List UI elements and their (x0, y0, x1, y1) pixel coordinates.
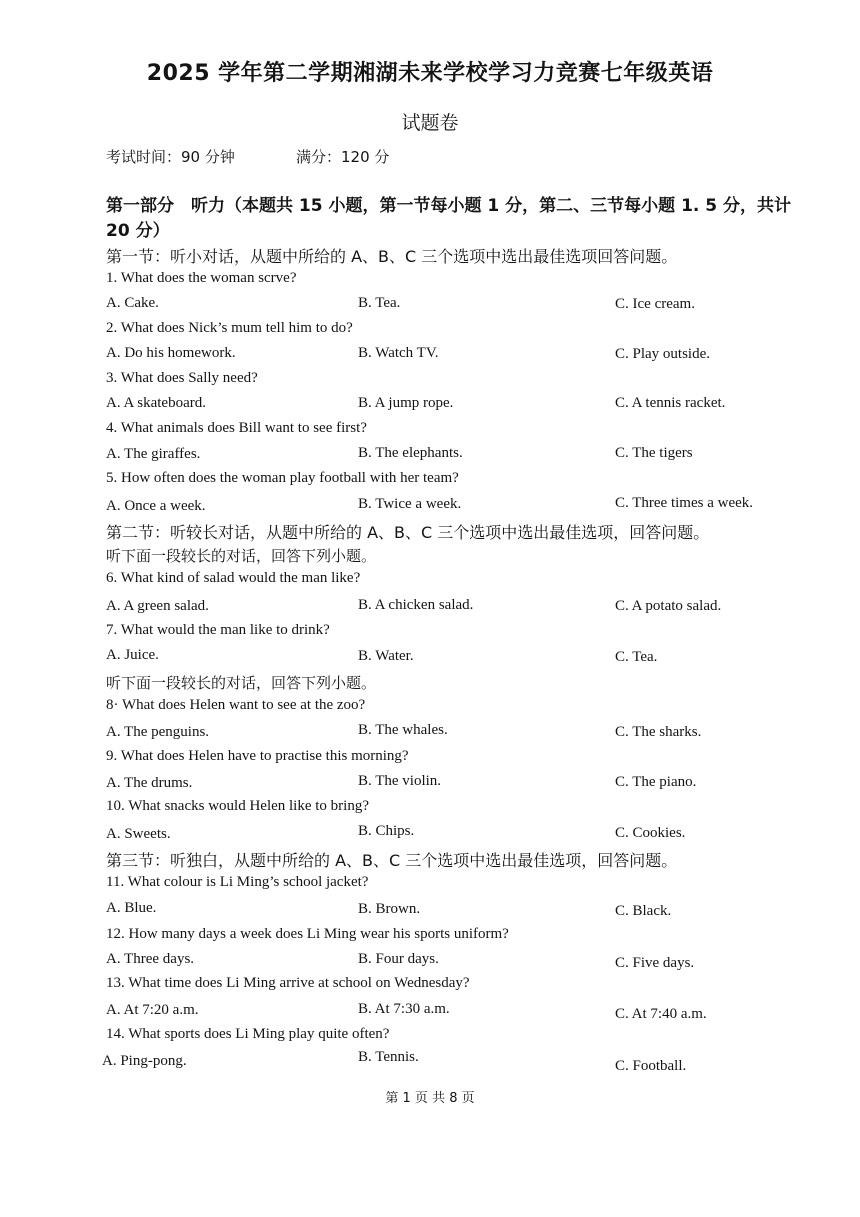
q2-option-a: A. Do his homework. (106, 345, 236, 361)
exam-title: 2025 学年第二学期湘湖未来学校学习力竞赛七年级英语 (146, 61, 714, 86)
section2-instruction-a: 听下面一段较长的对话，回答下列小题。 (106, 547, 377, 565)
q7-option-c: C. Tea. (615, 649, 658, 665)
q14-option-b: B. Tennis. (358, 1049, 419, 1065)
question-2: 2. What does Nick’s mum tell him to do? (106, 320, 353, 336)
q4-option-b: B. The elephants. (358, 445, 463, 461)
q3-option-a: A. A skateboard. (106, 395, 206, 411)
section3-heading: 第三节：听独白，从题中所给的 A、B、C 三个选项中选出最佳选项，回答问题。 (106, 851, 678, 870)
q1-option-a: A. Cake. (106, 295, 159, 311)
q9-option-c: C. The piano. (615, 774, 697, 790)
q10-option-c: C. Cookies. (615, 825, 686, 841)
q12-option-c: C. Five days. (615, 955, 695, 971)
q3-option-b: B. A jump rope. (358, 395, 454, 411)
q9-option-a: A. The drums. (106, 775, 193, 791)
exam-score: 满分：120 分 (296, 148, 390, 166)
q8-option-c: C. The sharks. (615, 724, 702, 740)
question-6: 6. What kind of salad would the man like? (106, 570, 361, 586)
question-9: 9. What does Helen have to practise this morning? (106, 748, 409, 764)
q14-option-a: A. Ping-pong. (102, 1053, 187, 1069)
q9-option-b: B. The violin. (358, 773, 442, 789)
question-13: 13. What time does Li Ming arrive at school on Wednesday? (106, 975, 470, 991)
q7-option-b: B. Water. (358, 648, 414, 664)
question-10: 10. What snacks would Helen like to bring? (106, 798, 369, 814)
q11-option-b: B. Brown. (358, 901, 421, 917)
q10-option-a: A. Sweets. (106, 826, 171, 842)
q6-option-c: C. A potato salad. (615, 598, 722, 614)
q5-option-b: B. Twice a week. (358, 496, 462, 512)
q8-option-b: B. The whales. (358, 722, 448, 738)
q11-option-a: A. Blue. (106, 900, 157, 916)
q10-option-b: B. Chips. (358, 823, 415, 839)
q13-option-a: A. At 7:20 a.m. (106, 1002, 199, 1018)
q3-option-c: C. A tennis racket. (615, 395, 726, 411)
exam-subtitle: 试题卷 (401, 112, 459, 134)
question-1: 1. What does the woman scrve? (106, 270, 297, 286)
q12-option-b: B. Four days. (358, 951, 439, 967)
q6-option-b: B. A chicken salad. (358, 597, 474, 613)
q14-option-c: C. Football. (615, 1058, 687, 1074)
q2-option-c: C. Play outside. (615, 346, 711, 362)
question-11: 11. What colour is Li Ming’s school jacket? (106, 874, 369, 890)
q8-option-a: A. The penguins. (106, 724, 210, 740)
q1-option-b: B. Tea. (358, 295, 401, 311)
q2-option-b: B. Watch TV. (358, 345, 439, 361)
question-14: 14. What sports does Li Ming play quite often? (106, 1026, 390, 1042)
q4-option-c: C. The tigers (615, 445, 693, 461)
question-4: 4. What animals does Bill want to see first? (106, 420, 367, 436)
question-3: 3. What does Sally need? (106, 370, 258, 386)
q5-option-a: A. Once a week. (106, 498, 206, 514)
section2-heading: 第二节：听较长对话，从题中所给的 A、B、C 三个选项中选出最佳选项，回答问题。 (106, 523, 710, 542)
q4-option-a: A. The giraffes. (106, 446, 201, 462)
q13-option-c: C. At 7:40 a.m. (615, 1006, 707, 1022)
question-8: 8· What does Helen want to see at the zoo? (106, 697, 366, 713)
q7-option-a: A. Juice. (106, 647, 159, 663)
q1-option-c: C. Ice cream. (615, 296, 695, 312)
page-number: 第 1 页 共 8 页 (385, 1091, 475, 1106)
exam-time: 考试时间：90 分钟 (106, 148, 235, 166)
part1-heading: 第一部分 听力（本题共 15 小题，第一节每小题 1 分，第二、三节每小题 1. 5 分，共计 20 分） (106, 196, 792, 241)
q11-option-c: C. Black. (615, 903, 672, 919)
question-5: 5. How often does the woman play football with her team? (106, 470, 459, 486)
section1-heading: 第一节：听小对话，从题中所给的 A、B、C 三个选项中选出最佳选项回答问题。 (106, 247, 678, 266)
question-12: 12. How many days a week does Li Ming wear his sports uniform? (106, 926, 509, 942)
q12-option-a: A. Three days. (106, 951, 195, 967)
section2-instruction-b: 听下面一段较长的对话，回答下列小题。 (106, 674, 377, 692)
q5-option-c: C. Three times a week. (615, 495, 754, 511)
question-7: 7. What would the man like to drink? (106, 622, 330, 638)
q6-option-a: A. A green salad. (106, 598, 209, 614)
q13-option-b: B. At 7:30 a.m. (358, 1001, 450, 1017)
